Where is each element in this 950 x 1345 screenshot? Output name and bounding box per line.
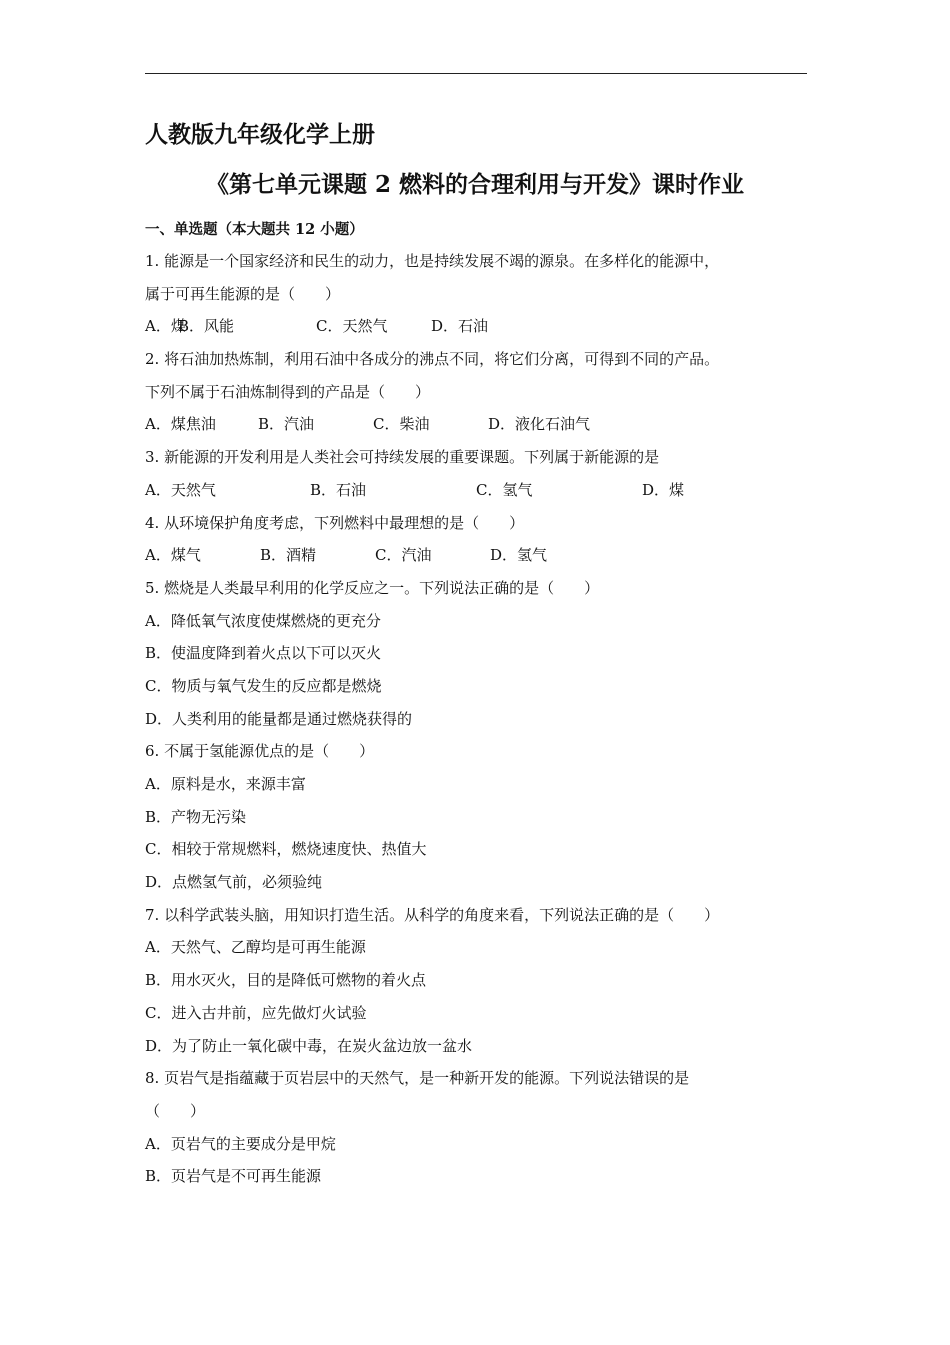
option-b: B．使温度降到着火点以下可以灭火	[145, 644, 382, 663]
option-d: D．人类利用的能量都是通过燃烧获得的	[145, 709, 413, 728]
option-d: D．氢气	[490, 546, 548, 565]
option-a: A．降低氧气浓度使煤燃烧的更充分	[145, 611, 381, 630]
option-c: C．氢气	[476, 480, 533, 499]
document-title-line1: 人教版九年级化学上册	[145, 121, 375, 148]
option-b: B．用水灭火，目的是降低可燃物的着火点	[145, 971, 427, 990]
header-rule	[145, 73, 807, 74]
question-3	[145, 441, 810, 506]
option-d: D．为了防止一氧化碳中毒，在炭火盆边放一盆水	[145, 1036, 473, 1055]
option-a: A．煤	[145, 317, 186, 336]
question-stem: 2. 将石油加热炼制，利用石油中各成分的沸点不同，将它们分离，可得到不同的产品。	[145, 350, 720, 369]
option-c: C．进入古井前，应先做灯火试验	[145, 1003, 367, 1022]
option-a: A．原料是水，来源丰富	[145, 775, 306, 793]
option-row	[145, 474, 810, 507]
option-row	[145, 310, 810, 343]
option-a: A．煤气	[145, 546, 201, 565]
option-row	[145, 539, 810, 572]
option-a: A．天然气、乙醇均是可再生能源	[145, 938, 366, 957]
option-b: B．页岩气是不可再生能源	[145, 1167, 322, 1186]
question-7	[145, 899, 810, 1062]
option-row	[145, 408, 810, 441]
question-stem: 4. 从环境保护角度考虑，下列燃料中最理想的是（ ）	[145, 513, 525, 532]
question-5	[145, 572, 810, 735]
option-d: D．液化石油气	[488, 415, 591, 434]
question-stem: 8. 页岩气是指蕴藏于页岩层中的天然气，是一种新开发的能源。下列说法错误的是	[145, 1069, 690, 1088]
question-stem: 6. 不属于氢能源优点的是（ ）	[145, 742, 375, 761]
question-stem: 属于可再生能源的是（ ）	[145, 284, 341, 303]
question-stem: 3. 新能源的开发利用是人类社会可持续发展的重要课题。下列属于新能源的是	[145, 448, 660, 467]
question-4	[145, 507, 810, 572]
question-stem: 5. 燃烧是人类最早利用的化学反应之一。下列说法正确的是（ ）	[145, 578, 600, 597]
option-b: B．风能	[178, 317, 235, 336]
option-b: B．汽油	[258, 415, 315, 434]
option-c: C．柴油	[373, 415, 430, 434]
option-d: D．煤	[642, 480, 685, 499]
question-stem: 下列不属于石油炼制得到的产品是（ ）	[145, 382, 431, 401]
question-8	[145, 1062, 810, 1193]
option-d: D．石油	[431, 317, 489, 336]
option-b: B．酒精	[260, 546, 317, 565]
option-a: A．天然气	[145, 480, 216, 499]
option-c: C．物质与氧气发生的反应都是燃烧	[145, 676, 382, 695]
option-a: A．煤焦油	[145, 415, 216, 434]
question-6	[145, 735, 810, 898]
option-c: C．天然气	[316, 317, 388, 336]
document-title-line2: 《第七单元课题 2 燃料的合理利用与开发》课时作业	[205, 171, 745, 198]
option-c: C．相较于常规燃料，燃烧速度快、热值大	[145, 840, 427, 859]
question-stem: 1. 能源是一个国家经济和民生的动力，也是持续发展不竭的源泉。在多样化的能源中，	[145, 252, 720, 270]
question-1	[145, 245, 810, 343]
option-b: B．石油	[310, 480, 367, 499]
question-list	[145, 245, 810, 1193]
option-d: D．点燃氢气前，必须验纯	[145, 873, 323, 892]
option-b: B．产物无污染	[145, 807, 247, 826]
question-2	[145, 343, 810, 441]
question-stem: （ ）	[145, 1101, 206, 1120]
section-title: 一、单选题（本大题共 12 小题）	[145, 221, 364, 238]
option-a: A．页岩气的主要成分是甲烷	[145, 1134, 336, 1153]
question-stem: 7. 以科学武装头脑，用知识打造生活。从科学的角度来看，下列说法正确的是（ ）	[145, 905, 720, 924]
option-c: C．汽油	[375, 546, 432, 565]
